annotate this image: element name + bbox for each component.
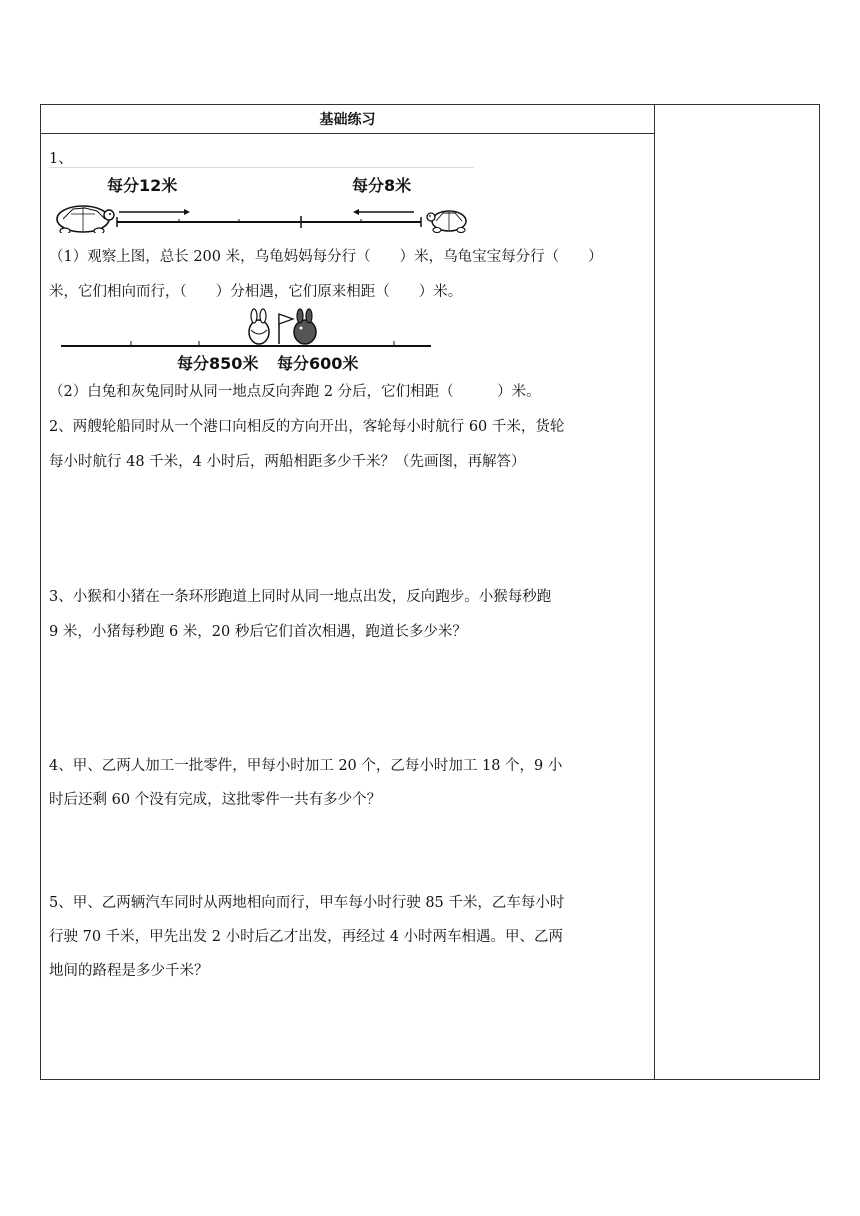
figure-top-border bbox=[49, 167, 474, 168]
q1-part1-line2: 米，它们相向而行，（ ）分相遇，它们原来相距（ ）米。 bbox=[49, 284, 463, 300]
turtle-figure bbox=[49, 167, 479, 233]
q4-line1: 4、甲、乙两人加工一批零件，甲每小时加工 20 个，乙每小时加工 18 个，9 小 bbox=[49, 758, 563, 774]
q3-line2: 9 米，小猪每秒跑 6 米，20 秒后它们首次相遇，跑道长多少米？ bbox=[49, 624, 467, 640]
q1-part1-line1: （1）观察上图，总长 200 米，乌龟妈妈每分行（ ）米，乌龟宝宝每分行（ ） bbox=[49, 249, 603, 265]
q2-line2: 每小时航行 48 千米，4 小时后，两船相距多少千米？（先画图，再解答） bbox=[49, 454, 526, 470]
worksheet-table bbox=[40, 104, 820, 1080]
header-divider bbox=[41, 133, 654, 134]
right-speed-label: 每分8米 bbox=[352, 176, 412, 195]
q4-line2: 时后还剩 60 个没有完成，这批零件一共有多少个？ bbox=[49, 792, 382, 808]
right-arrowhead bbox=[353, 209, 359, 215]
q5-line1: 5、甲、乙两辆汽车同时从两地相向而行，甲车每小时行驶 85 千米，乙车每小时 bbox=[49, 895, 565, 911]
flag-icon bbox=[279, 314, 293, 344]
q3-line1: 3、小猴和小猪在一条环形跑道上同时从同一地点出发，反向跑步。小猴每秒跑 bbox=[49, 589, 552, 605]
q2-line1: 2、两艘轮船同时从一个港口向相反的方向开出，客轮每小时航行 60 千米，货轮 bbox=[49, 419, 565, 435]
baby-turtle-icon bbox=[427, 211, 466, 233]
q1-part2-line: （2）白兔和灰兔同时从同一地点反向奔跑 2 分后，它们相距（ ）米。 bbox=[49, 384, 541, 400]
section-title: 基础练习 bbox=[319, 112, 376, 128]
mother-turtle-icon bbox=[57, 206, 114, 233]
left-speed-label: 每分850米 bbox=[177, 354, 259, 373]
q5-line2: 行驶 70 千米，甲先出发 2 小时后乙才出发，再经过 4 小时两车相遇。甲、乙两 bbox=[49, 929, 564, 945]
q5-line3: 地间的路程是多少千米？ bbox=[49, 963, 209, 979]
column-divider bbox=[654, 105, 655, 1079]
q1-number: 1、 bbox=[49, 151, 73, 167]
left-arrowhead bbox=[184, 209, 190, 215]
white-rabbit-icon bbox=[249, 309, 269, 344]
right-speed-label: 每分600米 bbox=[277, 354, 359, 373]
left-speed-label: 每分12米 bbox=[107, 176, 178, 195]
rabbit-figure bbox=[49, 308, 479, 378]
gray-rabbit-icon bbox=[294, 309, 316, 344]
